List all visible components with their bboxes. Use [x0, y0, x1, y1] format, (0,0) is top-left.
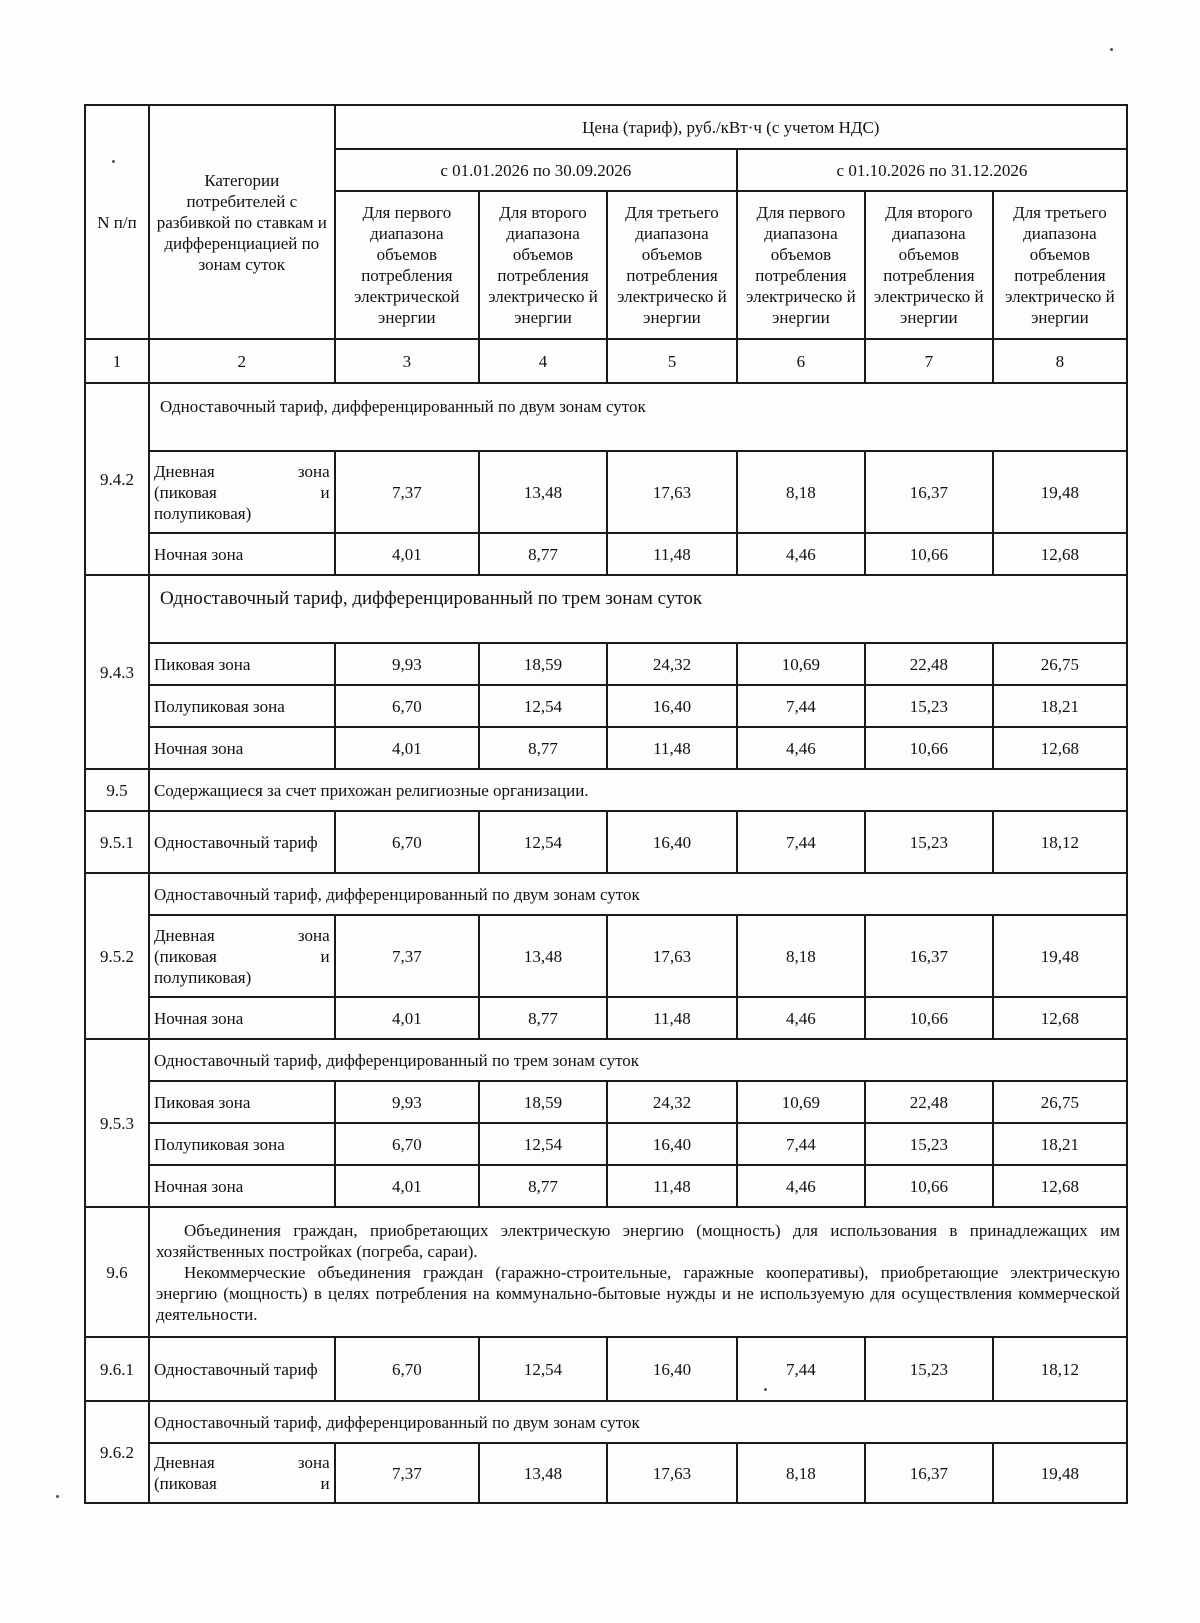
col-number: 1 — [85, 339, 149, 383]
value-cell: 10,66 — [865, 727, 993, 769]
half-peak-zone-label: Полупиковая зона — [149, 1123, 335, 1165]
single-rate-label: Одноставочный тариф — [149, 1337, 335, 1401]
value-cell: 10,66 — [865, 533, 993, 575]
row-id: 9.6.1 — [85, 1337, 149, 1401]
value-cell: 18,59 — [479, 643, 607, 685]
col-number: 8 — [993, 339, 1127, 383]
value-cell: 4,01 — [335, 727, 479, 769]
day-zone-label: Дневная зона (пиковая и полупиковая) — [149, 451, 335, 533]
value-cell: 11,48 — [607, 1165, 737, 1207]
value-cell: 18,59 — [479, 1081, 607, 1123]
value-cell: 7,37 — [335, 451, 479, 533]
value-cell: 7,44 — [737, 1337, 865, 1401]
col-number: 7 — [865, 339, 993, 383]
paragraph: Объединения граждан, приобретающих электрическую энергию (мощность) для использования в принадлежащих им хозяйственных постройках (погреба, сараи). — [155, 1220, 1120, 1261]
row-id: 9.6 — [85, 1207, 149, 1337]
header-period-1: с 01.01.2026 по 30.09.2026 — [335, 149, 737, 191]
single-rate-label: Одноставочный тариф — [149, 811, 335, 873]
night-zone-label: Ночная зона — [149, 997, 335, 1039]
table-row — [85, 811, 1127, 873]
value-cell: 22,48 — [865, 1081, 993, 1123]
value-cell: 22,48 — [865, 643, 993, 685]
night-zone-label: Ночная зона — [149, 533, 335, 575]
value-cell: 12,54 — [479, 811, 607, 873]
header-range-3: Для третьего диапазона объемов потребления электрическо й энергии — [607, 191, 737, 339]
section-title: Одноставочный тариф, дифференцированный по двум зонам суток — [149, 383, 1127, 451]
row-id: 9.5.2 — [85, 873, 149, 1039]
day-zone-label: Дневная зона (пиковая и — [149, 1443, 335, 1503]
value-cell: 7,44 — [737, 685, 865, 727]
col-number: 5 — [607, 339, 737, 383]
header-period-2: с 01.10.2026 по 31.12.2026 — [737, 149, 1127, 191]
value-cell: 8,18 — [737, 451, 865, 533]
value-cell: 12,54 — [479, 685, 607, 727]
value-cell: 7,37 — [335, 1443, 479, 1503]
col-number: 6 — [737, 339, 865, 383]
col-number: 3 — [335, 339, 479, 383]
value-cell: 11,48 — [607, 533, 737, 575]
table-row — [85, 727, 1127, 769]
value-cell: 13,48 — [479, 915, 607, 997]
table-row — [85, 1081, 1127, 1123]
table-row — [85, 873, 1127, 915]
value-cell: 13,48 — [479, 1443, 607, 1503]
value-cell: 4,01 — [335, 1165, 479, 1207]
table-row — [85, 1207, 1127, 1337]
header-row-1 — [85, 105, 1127, 149]
value-cell: 16,40 — [607, 811, 737, 873]
value-cell: 18,12 — [993, 811, 1127, 873]
night-zone-label: Ночная зона — [149, 1165, 335, 1207]
value-cell: 6,70 — [335, 1123, 479, 1165]
value-cell: 4,46 — [737, 727, 865, 769]
value-cell: 15,23 — [865, 1337, 993, 1401]
value-cell: 8,77 — [479, 1165, 607, 1207]
value-cell: 8,77 — [479, 997, 607, 1039]
value-cell: 18,21 — [993, 1123, 1127, 1165]
row-id: 9.4.3 — [85, 575, 149, 769]
value-cell: 19,48 — [993, 915, 1127, 997]
value-cell: 18,21 — [993, 685, 1127, 727]
table-row — [85, 1401, 1127, 1443]
row-id: 9.5.1 — [85, 811, 149, 873]
value-cell: 17,63 — [607, 451, 737, 533]
header-range-4: Для первого диапазона объемов потребления электрическо й энергии — [737, 191, 865, 339]
value-cell: 10,69 — [737, 1081, 865, 1123]
value-cell: 16,37 — [865, 915, 993, 997]
table-row — [85, 1123, 1127, 1165]
scan-speck — [764, 1388, 767, 1391]
value-cell: 6,70 — [335, 685, 479, 727]
row-id: 9.6.2 — [85, 1401, 149, 1503]
value-cell: 7,44 — [737, 811, 865, 873]
row-id: 9.4.2 — [85, 383, 149, 575]
value-cell: 9,93 — [335, 1081, 479, 1123]
value-cell: 8,18 — [737, 1443, 865, 1503]
header-price-title: Цена (тариф), руб./кВт·ч (с учетом НДС) — [335, 105, 1127, 149]
value-cell: 11,48 — [607, 727, 737, 769]
table-row — [85, 1165, 1127, 1207]
table-row — [85, 769, 1127, 811]
tariff-table — [84, 104, 1128, 1504]
header-categories: Категории потребителей с разбивкой по ставкам и дифференциацией по зонам суток — [149, 105, 335, 339]
value-cell: 6,70 — [335, 1337, 479, 1401]
peak-zone-label: Пиковая зона — [149, 1081, 335, 1123]
table-row — [85, 383, 1127, 451]
value-cell: 16,40 — [607, 1123, 737, 1165]
header-range-2: Для второго диапазона объемов потребления электрическо й энергии — [479, 191, 607, 339]
value-cell: 4,46 — [737, 997, 865, 1039]
value-cell: 12,68 — [993, 727, 1127, 769]
value-cell: 17,63 — [607, 915, 737, 997]
value-cell: 6,70 — [335, 811, 479, 873]
value-cell: 15,23 — [865, 811, 993, 873]
header-n: N п/п — [85, 105, 149, 339]
table-row — [85, 997, 1127, 1039]
header-range-5: Для второго диапазона объемов потребления электрическо й энергии — [865, 191, 993, 339]
value-cell: 15,23 — [865, 685, 993, 727]
value-cell: 8,77 — [479, 533, 607, 575]
value-cell: 4,01 — [335, 533, 479, 575]
paragraph: Некоммерческие объединения граждан (гаражно-строительные, гаражные кооперативы), приобретающие электрическую энергию (мощность) в целях потребления на коммунально-бытовые нужды и не используемую для осуществления коммерческой деятельности. — [155, 1262, 1120, 1324]
half-peak-zone-label: Полупиковая зона — [149, 685, 335, 727]
row-id: 9.5.3 — [85, 1039, 149, 1207]
value-cell: 13,48 — [479, 451, 607, 533]
value-cell: 18,12 — [993, 1337, 1127, 1401]
value-cell: 12,54 — [479, 1337, 607, 1401]
value-cell: 15,23 — [865, 1123, 993, 1165]
section-title: Одноставочный тариф, дифференцированный по двум зонам суток — [149, 1401, 1127, 1443]
value-cell: 12,68 — [993, 997, 1127, 1039]
value-cell: 16,37 — [865, 451, 993, 533]
value-cell: 4,46 — [737, 1165, 865, 1207]
table-row — [85, 685, 1127, 727]
value-cell: 16,40 — [607, 685, 737, 727]
value-cell: 11,48 — [607, 997, 737, 1039]
section-title: Одноставочный тариф, дифференцированный по трем зонам суток — [149, 1039, 1127, 1081]
section-title: Содержащиеся за счет прихожан религиозные организации. — [149, 769, 1127, 811]
value-cell: 8,18 — [737, 915, 865, 997]
header-range-6: Для третьего диапазона объемов потребления электрическо й энергии — [993, 191, 1127, 339]
section-description — [149, 1207, 1127, 1337]
table-row — [85, 1443, 1127, 1503]
section-title: Одноставочный тариф, дифференцированный по трем зонам суток — [149, 575, 1127, 643]
table-row — [85, 1039, 1127, 1081]
value-cell: 16,37 — [865, 1443, 993, 1503]
value-cell: 17,63 — [607, 1443, 737, 1503]
value-cell: 24,32 — [607, 1081, 737, 1123]
value-cell: 10,66 — [865, 997, 993, 1039]
value-cell: 24,32 — [607, 643, 737, 685]
table-row — [85, 915, 1127, 997]
scan-speck — [1110, 48, 1113, 51]
table-row — [85, 533, 1127, 575]
value-cell: 12,68 — [993, 1165, 1127, 1207]
value-cell: 4,46 — [737, 533, 865, 575]
scan-speck — [56, 1495, 59, 1498]
value-cell: 19,48 — [993, 451, 1127, 533]
header-range-1: Для первого диапазона объемов потребления электрической энергии — [335, 191, 479, 339]
scan-speck — [112, 160, 115, 163]
table-row — [85, 451, 1127, 533]
value-cell: 10,69 — [737, 643, 865, 685]
value-cell: 12,54 — [479, 1123, 607, 1165]
value-cell: 7,37 — [335, 915, 479, 997]
col-number: 4 — [479, 339, 607, 383]
value-cell: 7,44 — [737, 1123, 865, 1165]
value-cell: 10,66 — [865, 1165, 993, 1207]
value-cell: 12,68 — [993, 533, 1127, 575]
night-zone-label: Ночная зона — [149, 727, 335, 769]
value-cell: 4,01 — [335, 997, 479, 1039]
table-row — [85, 575, 1127, 643]
table-row — [85, 1337, 1127, 1401]
table-row — [85, 643, 1127, 685]
col-number: 2 — [149, 339, 335, 383]
peak-zone-label: Пиковая зона — [149, 643, 335, 685]
value-cell: 8,77 — [479, 727, 607, 769]
value-cell: 16,40 — [607, 1337, 737, 1401]
day-zone-label: Дневная зона (пиковая и полупиковая) — [149, 915, 335, 997]
row-id: 9.5 — [85, 769, 149, 811]
value-cell: 26,75 — [993, 1081, 1127, 1123]
value-cell: 19,48 — [993, 1443, 1127, 1503]
column-numbers-row — [85, 339, 1127, 383]
value-cell: 26,75 — [993, 643, 1127, 685]
value-cell: 9,93 — [335, 643, 479, 685]
section-title: Одноставочный тариф, дифференцированный по двум зонам суток — [149, 873, 1127, 915]
